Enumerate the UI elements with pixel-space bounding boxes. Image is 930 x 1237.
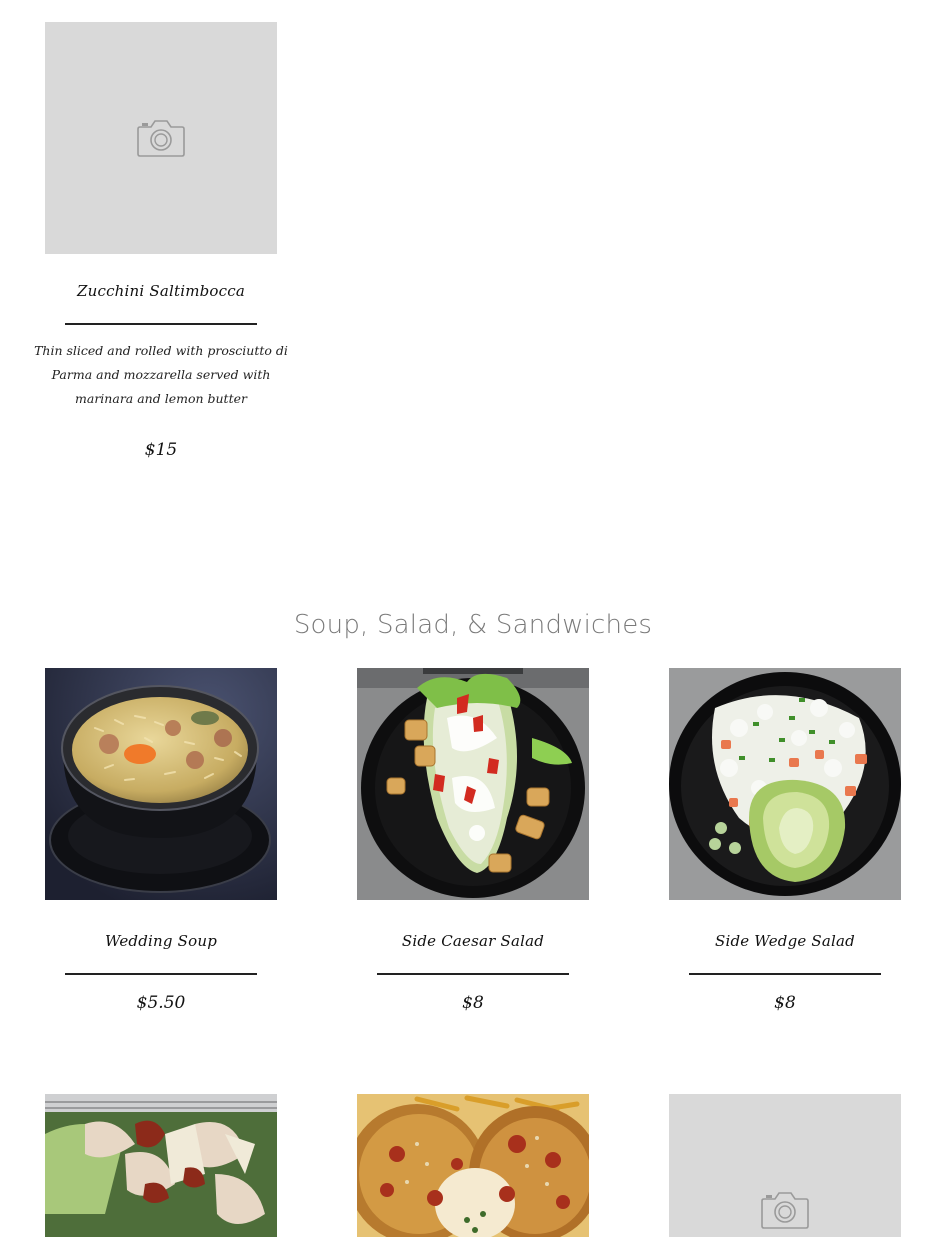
menu-item-side-caesar-salad[interactable] [357, 668, 589, 1028]
menu-item-next-3[interactable] [669, 1094, 901, 1237]
divider [689, 973, 881, 975]
item-description: Thin sliced and rolled with prosciutto di Parma and mozzarella served with marinara and lemon butter [34, 343, 288, 406]
item-price: $15 [144, 440, 178, 460]
menu-item-next-1[interactable] [45, 1094, 277, 1237]
camera-icon [136, 118, 186, 158]
menu-item-zucchini-saltimbocca[interactable] [34, 22, 288, 472]
image-placeholder [669, 1094, 901, 1237]
chicken-salad-image [45, 1094, 277, 1237]
wedding-soup-image [45, 668, 277, 900]
wedge-salad-image [669, 668, 901, 900]
item-name: Wedding Soup [104, 932, 218, 950]
item-price: $8 [774, 993, 796, 1013]
item-price: $5.50 [136, 993, 186, 1013]
divider [65, 973, 257, 975]
camera-icon [760, 1190, 810, 1230]
section-title: Soup, Salad, & Sandwiches [293, 610, 653, 640]
item-name: Side Caesar Salad [401, 932, 545, 950]
caesar-salad-image [357, 668, 589, 900]
image-placeholder [45, 22, 277, 254]
menu-item-wedding-soup[interactable] [45, 668, 277, 1028]
divider [377, 973, 569, 975]
item-name: Side Wedge Salad [714, 932, 855, 950]
item-price: $8 [462, 993, 484, 1013]
menu-item-side-wedge-salad[interactable] [669, 668, 901, 1028]
chicken-parm-sandwich-image [357, 1094, 589, 1237]
divider [65, 323, 257, 325]
item-name: Zucchini Saltimbocca [76, 282, 245, 300]
menu-item-next-2[interactable] [357, 1094, 589, 1237]
